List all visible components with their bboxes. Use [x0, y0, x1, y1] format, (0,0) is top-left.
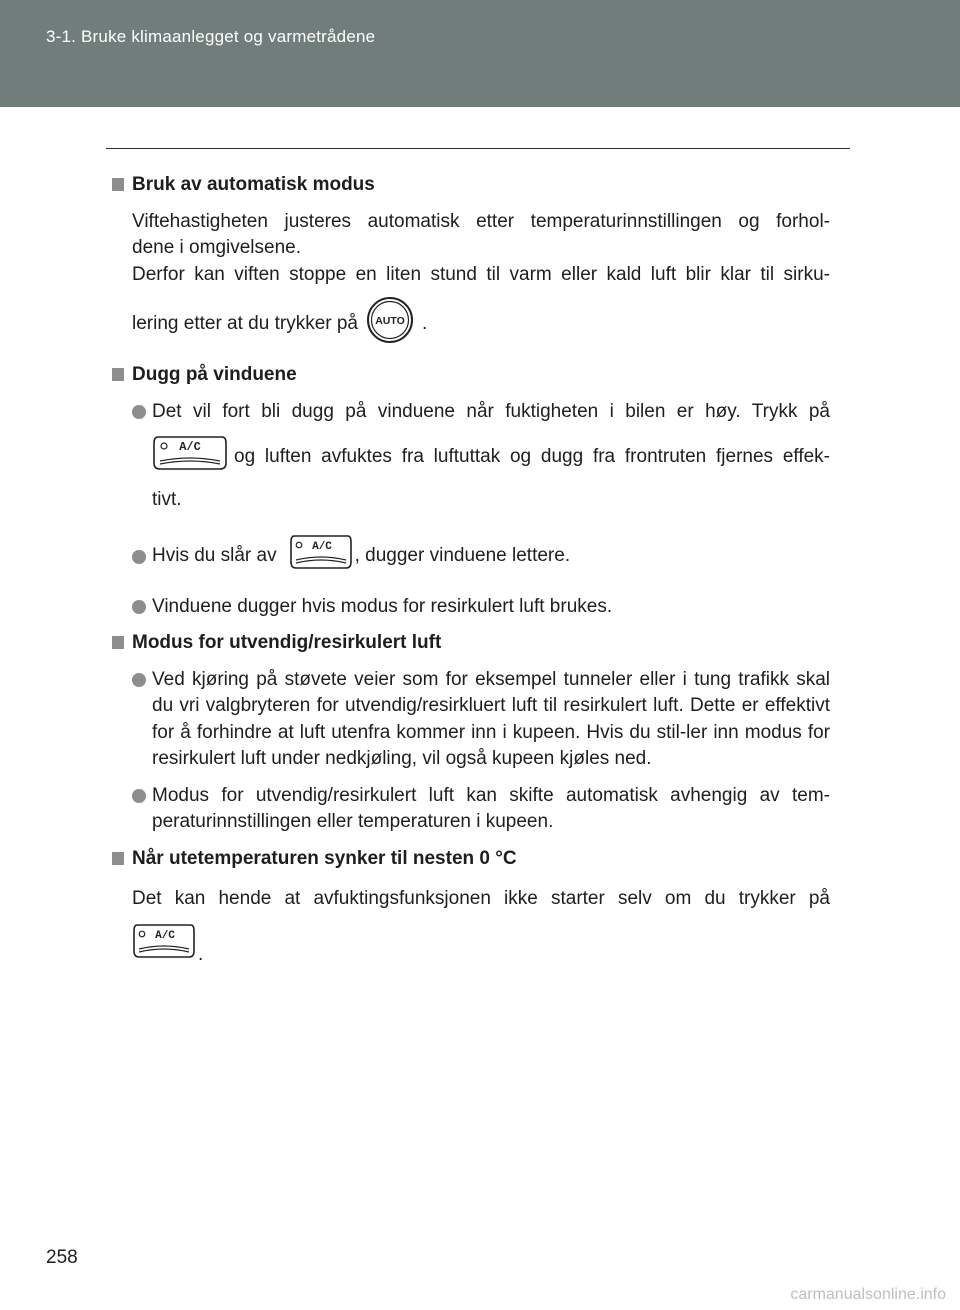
- page-number: 258: [46, 1247, 78, 1268]
- heading-dugg: Dugg på vinduene: [108, 362, 830, 389]
- round-bullet-icon: [132, 405, 146, 419]
- heading-outside-temperature: Når utetemperaturen synker til nesten 0 °C: [108, 846, 830, 873]
- square-bullet-icon: [112, 368, 124, 381]
- round-bullet-icon: [132, 550, 146, 564]
- square-bullet-icon: [112, 636, 124, 649]
- square-bullet-icon: [112, 178, 124, 191]
- watermark: carmanualsonline.info: [790, 1286, 946, 1303]
- ac-button-icon: [152, 433, 228, 482]
- round-bullet-icon: [132, 600, 146, 614]
- ac-button-icon: [289, 533, 353, 580]
- list-item: Det vil fort bli dugg på vinduene når fuktigheten i bilen er høy. Trykk på A/C og luften avfuktes fra luftuttak og dugg fra frontruten fjernes effek- tivt.: [132, 399, 830, 514]
- header-band: [0, 0, 960, 107]
- svg-text:A/C: A/C: [179, 439, 201, 454]
- svg-text:A/C: A/C: [155, 930, 175, 942]
- list-item: Vinduene dugger hvis modus for resirkulert luft brukes.: [132, 594, 830, 621]
- list-item: Hvis du slår av A/C , dugger vinduene lettere.: [132, 534, 830, 580]
- heading-auto-mode: Bruk av automatisk modus: [108, 172, 830, 199]
- svg-text:A/C: A/C: [311, 541, 332, 554]
- temp-paragraph: Det kan hende at avfuktingsfunksjonen ikke starter selv om du trykker på A/C .: [132, 886, 830, 969]
- round-bullet-icon: [132, 673, 146, 687]
- list-item: Ved kjøring på støvete veier som for eksempel tunneler eller i tung trafikk skal du vri valgbryteren for utvendig/resirkluert luft til resirkulert luft. Dette er effektivt for å forhindre at luft utenfra kommer inn i kupeen. Hvis du stil-ler inn modus for resirkulert luft under nedkjøling, vil også kupeen kjøles ned.: [132, 667, 830, 773]
- list-item: Modus for utvendig/resirkulert luft kan skifte automatisk avhengig av tem-peraturinnstillingen eller temperaturen i kupeen.: [132, 783, 830, 836]
- square-bullet-icon: [112, 852, 124, 865]
- section-title: 3-1. Bruke klimaanlegget og varmetrådene: [46, 27, 376, 46]
- auto-paragraph: Viftehastigheten justeres automatisk etter temperaturinnstillingen og forhol- dene i omgivelsene. Derfor kan viften stoppe en liten stund til varm eller kald luft blir klar til sirku- lering etter at du trykker på AUTO .: [132, 209, 830, 353]
- auto-button-icon: [366, 295, 414, 354]
- page-content: [108, 172, 830, 969]
- round-bullet-icon: [132, 789, 146, 803]
- svg-text:AUTO: AUTO: [375, 314, 405, 327]
- heading-recirculation: Modus for utvendig/resirkulert luft: [108, 630, 830, 657]
- divider: [106, 148, 850, 149]
- ac-button-icon: [132, 922, 196, 969]
